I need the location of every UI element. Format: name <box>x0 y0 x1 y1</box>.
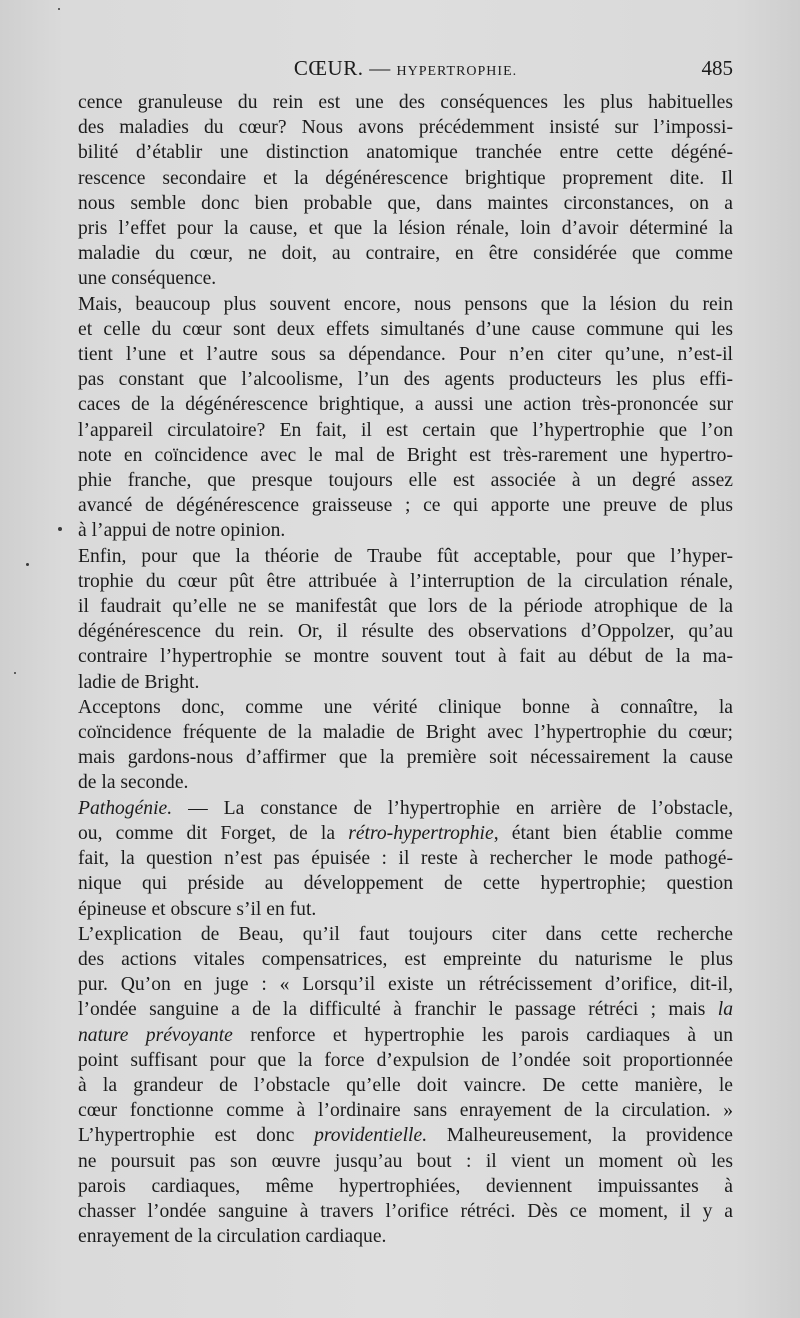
page-number: 485 <box>701 56 733 80</box>
text-line: contraire l’hypertrophie se montre souvent tout à fait au début de la ma- <box>78 646 733 668</box>
ink-speck <box>58 8 60 10</box>
text-line: ladie de Bright. <box>78 671 200 693</box>
ink-speck <box>58 527 62 531</box>
running-header <box>78 56 733 86</box>
text-line: épineuse et obscure s’il en fut. <box>78 898 317 920</box>
text-line: fait, la question n’est pas épuisée : il reste à rechercher le mode pathogé- <box>78 848 733 870</box>
paragraph <box>78 292 733 544</box>
text-line: l’ondée sanguine a de la difficulté à franchir le passage rétréci ; mais la <box>78 999 733 1021</box>
text-line: nature prévoyante renforce et hypertrophie les parois cardiaques à un <box>78 1024 733 1046</box>
text-line: mais gardons-nous d’affirmer que la première soit nécessairement la cause <box>78 747 733 769</box>
text-line: coïncidence fréquente de la maladie de Bright avec l’hypertrophie du cœur; <box>78 722 733 744</box>
text-line: une conséquence. <box>78 268 217 290</box>
text-line: l’appareil circulatoire? En fait, il est certain que l’hypertrophie que l’on <box>78 419 733 441</box>
text-line: maladie du cœur, ne doit, au contraire, en être considérée que comme <box>78 243 733 265</box>
text-line: caces de la dégénérescence brightique, a aussi une action très-prononcée sur <box>78 394 733 416</box>
ink-speck <box>14 672 16 674</box>
text-line: L’explication de Beau, qu’il faut toujours citer dans cette recherche <box>78 923 733 945</box>
text-line: rescence secondaire et la dégénérescence brightique proprement dite. Il <box>78 167 733 189</box>
text-line: point suffisant pour que la force d’expulsion de l’ondée soit proportionnée <box>78 1049 733 1071</box>
text-line: parois cardiaques, même hypertrophiées, deviennent impuissantes à <box>78 1175 733 1197</box>
ink-speck <box>26 563 29 566</box>
text-line: à l’appui de notre opinion. <box>78 520 286 542</box>
text-line: tient l’une et l’autre sous sa dépendance. Pour n’en citer qu’une, n’est-il <box>78 344 733 366</box>
text-line: et celle du cœur sont deux effets simultanés d’une cause commune qui les <box>78 318 733 340</box>
text-line: bilité d’établir une distinction anatomique tranchée entre cette dégéné- <box>78 142 733 164</box>
text-line: Acceptons donc, comme une vérité clinique bonne à connaître, la <box>78 696 733 718</box>
text-line: dégénérescence du rein. Or, il résulte des observations d’Oppolzer, qu’au <box>78 621 733 643</box>
text-line: Mais, beaucoup plus souvent encore, nous pensons que la lésion du rein <box>78 293 733 315</box>
text-line: phie franche, que presque toujours elle est associée à un degré assez <box>78 470 733 492</box>
running-title-main: CŒUR. <box>293 56 364 80</box>
text-line: avancé de dégénérescence graisseuse ; ce qui apporte une preuve de plus <box>78 495 733 517</box>
text-line: cœur fonctionne comme à l’ordinaire sans enrayement de la circulation. » <box>78 1100 733 1122</box>
text-line: nique qui préside au développement de cette hypertrophie; question <box>78 873 733 895</box>
text-line: à la grandeur de l’obstacle qu’elle doit vaincre. De cette manière, le <box>78 1074 733 1096</box>
text-line: enrayement de la circulation cardiaque. <box>78 1226 387 1248</box>
text-line: pris l’effet pour la cause, et que la lésion rénale, loin d’avoir déterminé la <box>78 218 733 240</box>
paragraph <box>78 695 733 796</box>
running-title <box>78 56 733 81</box>
text-line: des maladies du cœur? Nous avons précédemment insisté sur l’impossi- <box>78 117 733 139</box>
page-body-text <box>78 90 733 1249</box>
paragraph <box>78 796 733 922</box>
text-line: Pathogénie. — La constance de l’hypertrophie en arrière de l’obstacle, <box>78 797 733 819</box>
text-line: pas constant que l’alcoolisme, l’un des agents producteurs les plus effi- <box>78 369 733 391</box>
text-line: note en coïncidence avec le mal de Bright est très-rarement une hypertro- <box>78 444 733 466</box>
text-line: ne poursuit pas son œuvre jusqu’au bout : il vient un moment où les <box>78 1150 733 1172</box>
text-line: nous semble donc bien probable que, dans maintes circonstances, on a <box>78 192 733 214</box>
text-line: Enfin, pour que la théorie de Traube fût acceptable, pour que l’hyper- <box>78 545 733 567</box>
running-title-sub: HYPERTROPHIE. <box>396 64 518 79</box>
text-line: ou, comme dit Forget, de la rétro-hypertrophie, étant bien établie comme <box>78 822 733 844</box>
running-title-dash: — <box>369 56 391 80</box>
text-line: trophie du cœur pût être attribuée à l’interruption de la circulation rénale, <box>78 570 733 592</box>
paragraph <box>78 544 733 695</box>
paragraph <box>78 90 733 292</box>
text-line: de la seconde. <box>78 772 189 794</box>
text-line: chasser l’ondée sanguine à travers l’orifice rétréci. Dès ce moment, il y a <box>78 1200 733 1222</box>
paragraph <box>78 922 733 1250</box>
text-line: il faudrait qu’elle ne se manifestât que lors de la période atrophique de la <box>78 596 733 618</box>
text-line: cence granuleuse du rein est une des conséquences les plus habituelles <box>78 92 733 113</box>
text-line: pur. Qu’on en juge : « Lorsqu’il existe un rétrécissement d’orifice, dit-il, <box>78 974 733 996</box>
text-line: des actions vitales compensatrices, est empreinte du naturisme le plus <box>78 948 733 970</box>
text-line: L’hypertrophie est donc providentielle. Malheureusement, la providence <box>78 1125 733 1147</box>
